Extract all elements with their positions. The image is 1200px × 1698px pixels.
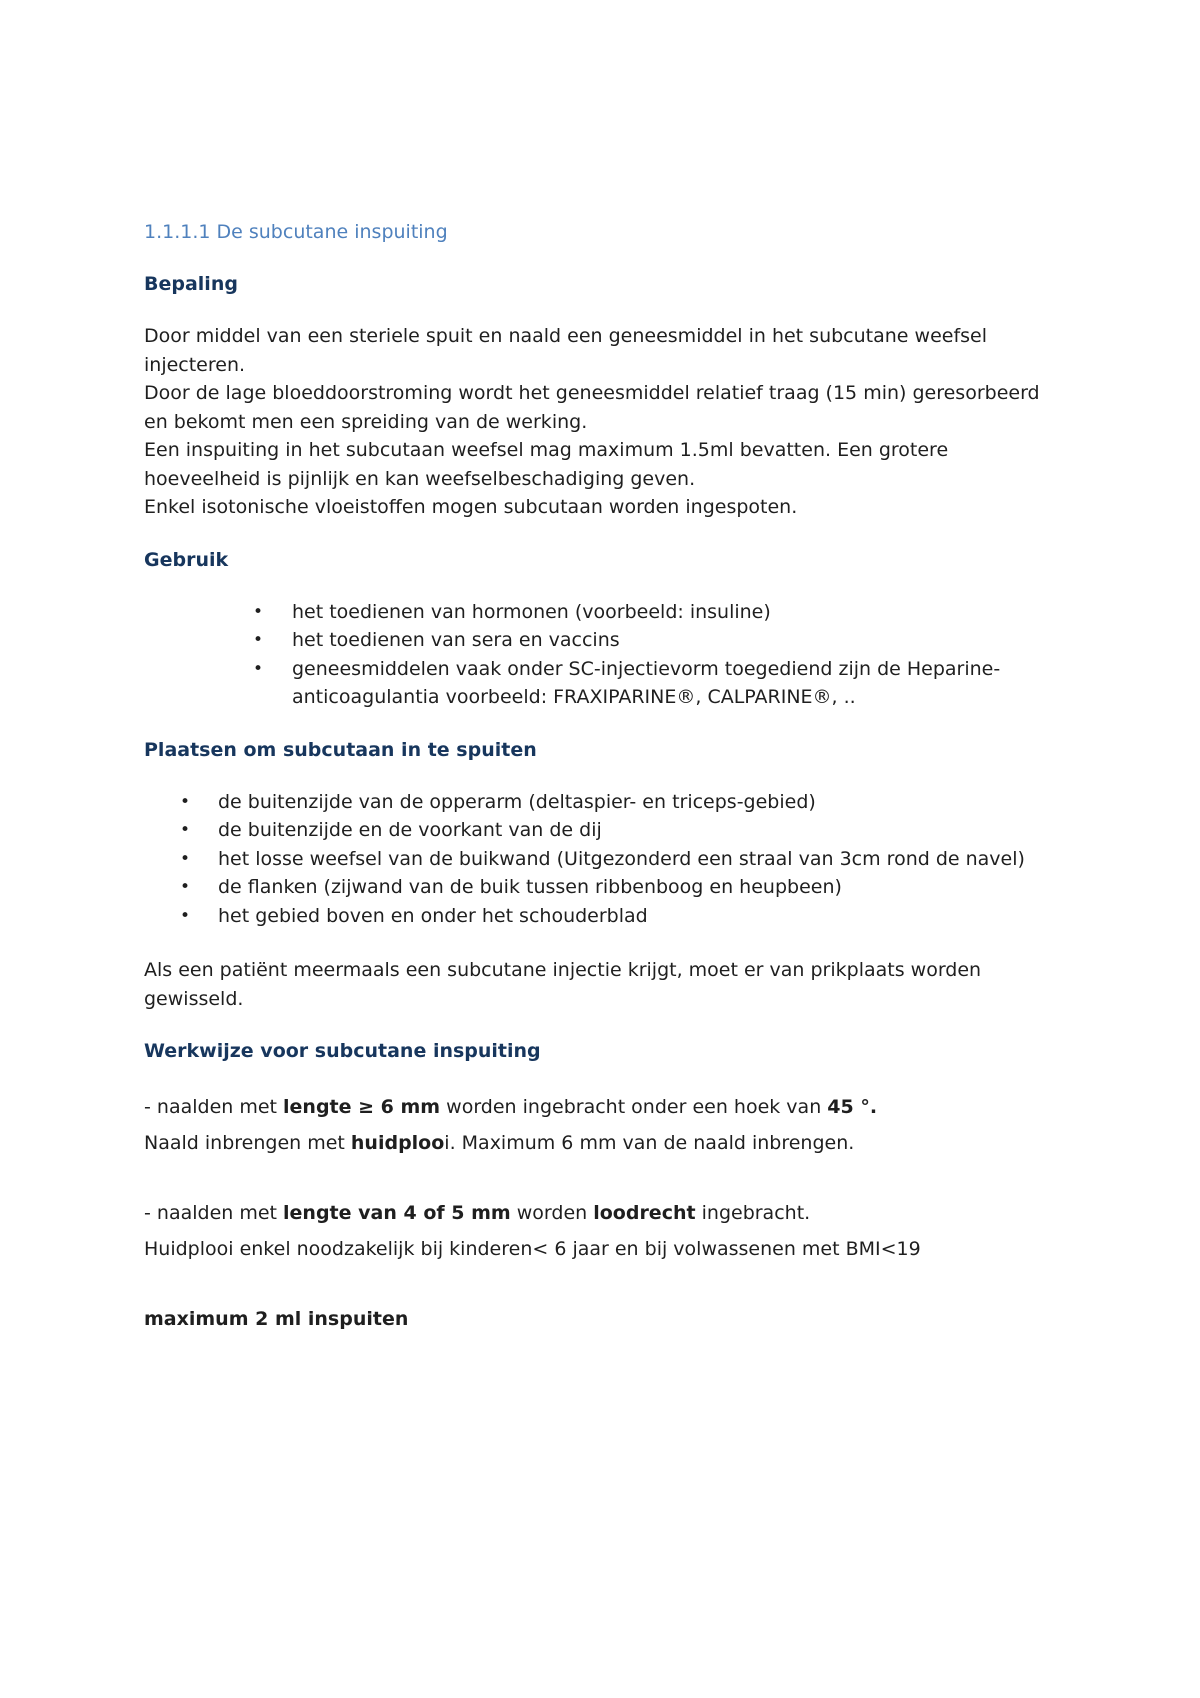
list-item-text: het gebied boven en onder het schouderblad xyxy=(218,904,648,927)
rule-long-needle-note xyxy=(144,1129,1064,1157)
list-item xyxy=(144,788,1064,817)
list-item xyxy=(144,598,1064,627)
rule-direction: loodrecht xyxy=(593,1202,696,1224)
heading-bepaling: Bepaling xyxy=(144,273,238,295)
bullet-icon: • xyxy=(253,630,264,650)
rule-text: i. Maximum 6 mm van de naald inbrengen. xyxy=(444,1132,855,1154)
rule-text: - naalden met xyxy=(144,1202,284,1224)
list-item xyxy=(144,816,1064,845)
prikplaats-note: Als een patiënt meermaals een subcutane injectie krijgt, moet er van prikplaats worden gewisseld. xyxy=(144,959,982,1010)
list-item xyxy=(144,902,1064,931)
rule-text: worden ingebracht onder een hoek van xyxy=(440,1096,828,1118)
rule-short-needle-note: Huidplooi enkel noodzakelijk bij kinderen< 6 jaar en bij volwassenen met BMI<19 xyxy=(144,1238,921,1260)
rule-long-needle xyxy=(144,1093,1064,1121)
list-item-text: de flanken (zijwand van de buik tussen ribbenboog en heupbeen) xyxy=(218,876,842,898)
list-item-text: de buitenzijde en de voorkant van de dij xyxy=(218,819,602,841)
rule-text: Naald inbrengen met xyxy=(144,1132,351,1154)
bepaling-paragraph: Door de lage bloeddoorstroming wordt het geneesmiddel relatief traag (15 min) geresorbeerd en bekomt men een spreiding van de werking. xyxy=(144,382,1040,433)
bullet-icon: • xyxy=(180,791,191,812)
bullet-icon: • xyxy=(253,601,264,622)
list-item-text: het toedienen van sera en vaccins xyxy=(292,629,620,651)
final-note: maximum 2 ml inspuiten xyxy=(144,1308,409,1330)
section-title: 1.1.1.1 De subcutane inspuiting xyxy=(144,221,448,243)
heading-gebruik: Gebruik xyxy=(144,548,229,571)
bepaling-paragraph: Door middel van een steriele spuit en naald een geneesmiddel in het subcutane weefsel injecteren. xyxy=(144,325,988,376)
list-item-text: geneesmiddelen vaak onder SC-injectievorm toegediend zijn de Heparine-anticoagulantia voorbeeld: FRAXIPARINE®, CALPARINE®, .. xyxy=(292,657,1001,708)
bullet-icon: • xyxy=(180,905,191,926)
list-item xyxy=(144,655,1064,712)
rule-length: lengte van 4 of 5 mm xyxy=(283,1202,511,1224)
list-item xyxy=(144,845,1064,874)
bepaling-paragraph: Enkel isotonische vloeistoffen mogen subcutaan worden ingespoten. xyxy=(144,496,798,518)
bepaling-body xyxy=(144,322,1064,522)
document-page xyxy=(144,220,1064,1331)
list-item-text: het toedienen van hormonen (voorbeeld: insuline) xyxy=(292,600,771,623)
bepaling-paragraph: Een inspuiting in het subcutaan weefsel mag maximum 1.5ml bevatten. Een grotere hoeveelheid is pijnlijk en kan weefselbeschadiging geven. xyxy=(144,439,949,490)
rule-bold: huidploo xyxy=(350,1132,445,1154)
rule-length: lengte ≥ 6 mm xyxy=(283,1096,441,1118)
rule-text: - naalden met xyxy=(144,1096,284,1118)
bullet-icon: • xyxy=(180,848,191,869)
list-item xyxy=(144,873,1064,902)
gebruik-list xyxy=(144,598,1064,712)
heading-plaatsen: Plaatsen om subcutaan in te spuiten xyxy=(144,738,537,761)
plaatsen-list xyxy=(144,788,1064,931)
rule-text: worden xyxy=(510,1202,594,1224)
bullet-icon: • xyxy=(180,820,191,840)
rule-text: ingebracht. xyxy=(695,1202,811,1224)
rule-short-needle xyxy=(144,1199,1064,1227)
bullet-icon: • xyxy=(253,658,264,679)
heading-werkwijze: Werkwijze voor subcutane inspuiting xyxy=(144,1040,541,1062)
list-item-text: de buitenzijde van de opperarm (deltaspier- en triceps-gebied) xyxy=(218,790,816,813)
list-item-text: het losse weefsel van de buikwand (Uitgezonderd een straal van 3cm rond de navel) xyxy=(218,847,1025,870)
rule-angle: 45 °. xyxy=(827,1096,878,1118)
list-item xyxy=(144,626,1064,655)
bullet-icon: • xyxy=(180,877,191,897)
